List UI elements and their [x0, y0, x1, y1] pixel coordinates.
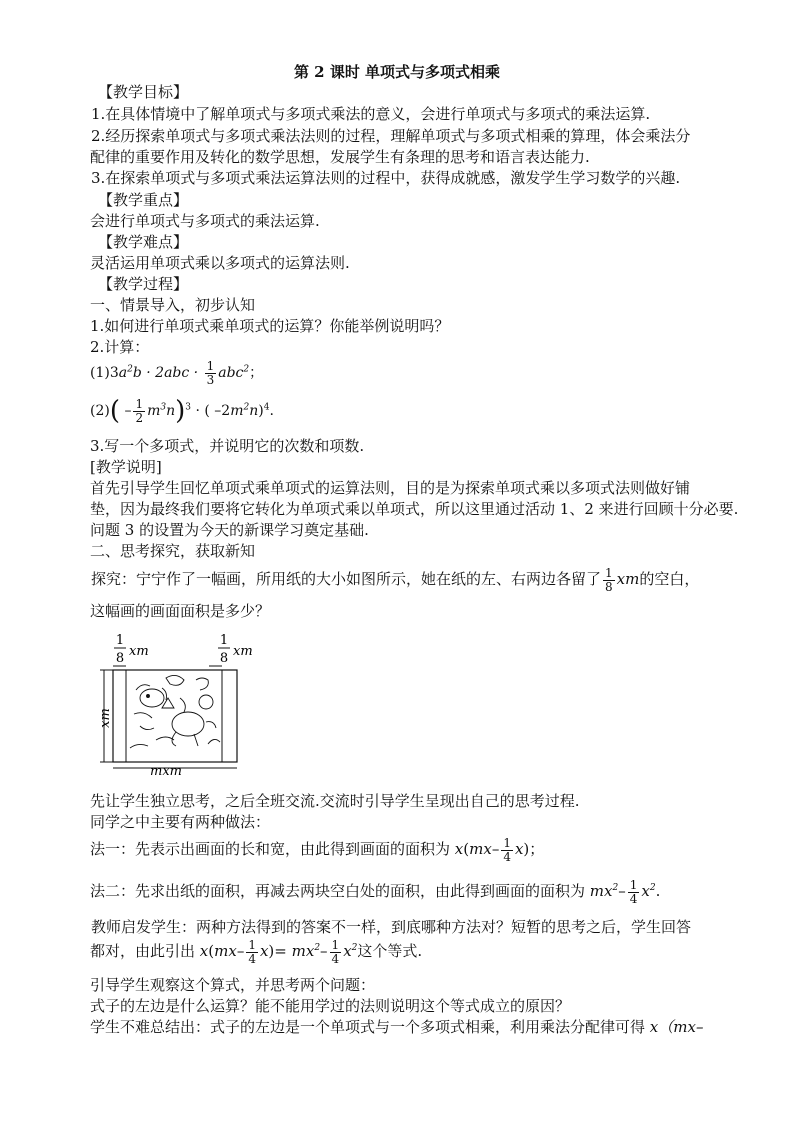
key-heading: 【教学重点】	[98, 191, 189, 209]
paper-rect	[113, 670, 237, 762]
goal-1: 1.在具体情境中了解单项式与多项式乘法的意义，会进行单项式与多项式的乘法运算.	[91, 105, 651, 123]
height-label: xm	[98, 708, 113, 728]
think-line-2: 同学之中主要有两种做法：	[90, 813, 271, 831]
explore-line-2: 这幅画的画面面积是多少？	[90, 602, 271, 620]
paper-figure	[96, 628, 266, 778]
right-margin-label	[218, 633, 253, 666]
teacher-line-2: 都对，由此引出 x(mx– $\frac{1}{4}$ $x)= mx^2-$ $\frac{1}{4}$ $x^2$这个等式.	[90, 937, 423, 966]
teacher-line-1: 教师启发学生：两种方法得到的答案不一样，到底哪种方法对？短暂的思考之后，学生回答	[91, 918, 692, 936]
question-2: 2.计算：	[90, 338, 150, 356]
svg-text:8: 8	[219, 651, 229, 666]
calc-1: $(1)3a^2b \cdot 2abc$ · $\frac{1}{3}$ abc$^2$；	[90, 358, 264, 387]
key-text: 会进行单项式与多项式的乘法运算.	[90, 212, 320, 230]
method-2: 法二：先求出纸的面积，再减去两块空白处的面积，由此得到画面的面积为 $mx^2-$ $\frac{1}{4}$ $x^2$.	[90, 877, 661, 906]
doodle-illustration	[130, 675, 220, 748]
svg-text:8: 8	[115, 651, 125, 666]
difficulty-heading: 【教学难点】	[98, 233, 189, 251]
width-label: mxm	[150, 764, 182, 778]
section-1-heading: 一、情景导入，初步认知	[90, 296, 256, 314]
left-margin-label	[114, 633, 149, 666]
explore-line-1: 探究：宁宁作了一幅画，所用纸的大小如图所示，她在纸的左、右两边各留了 $\frac{1}{8}$ xm的空白，	[91, 565, 700, 594]
goal-2a: 2.经历探索单项式与多项式乘法法则的过程，理解单项式与多项式相乘的算理，体会乘法分	[91, 127, 691, 145]
process-heading: 【教学过程】	[98, 275, 189, 293]
calc-2-prefix: (2)	[90, 403, 110, 419]
guide-line: 引导学生观察这个算式，并思考两个问题：	[90, 976, 376, 994]
svg-text:xm: xm	[233, 644, 253, 659]
calc-2: (2)( – $\frac{1}{2}$ $m^3n)^3$ · ( $-2m^2n)^4$.	[90, 396, 274, 426]
question-line: 式子的左边是什么运算？能不能用学过的法则说明这个等式成立的原因？	[90, 997, 571, 1015]
conclude-line: 学生不难总结出：式子的左边是一个单项式与一个多项式相乘，利用乘法分配律可得 x（mx–	[90, 1018, 704, 1036]
page-title: 第 2 课时 单项式与多项式相乘	[293, 63, 501, 81]
fraction-one-half: $\frac{1}{2}$	[135, 396, 144, 425]
section-2-heading: 二、思考探究，获取新知	[90, 542, 256, 560]
fraction-one-third: $\frac{1}{3}$	[206, 358, 215, 387]
explain-line-3: 问题 3 的设置为今天的新课学习奠定基础.	[90, 521, 369, 539]
explain-line-1: 首先引导学生回忆单项式乘单项式的运算法则，目的是为探索单项式乘以多项式法则做好铺	[90, 479, 691, 497]
explain-heading: [教学说明]	[90, 458, 162, 476]
svg-text:1: 1	[219, 633, 229, 648]
method-1: 法一：先表示出画面的长和宽，由此得到画面的面积为 x(mx– $\frac{1}{4}$ x)；	[90, 835, 545, 864]
question-3: 3.写一个多项式，并说明它的次数和项数.	[90, 437, 365, 455]
goal-3: 3.在探索单项式与多项式乘法运算法则的过程中，获得成就感，激发学生学习数学的兴趣.	[91, 169, 681, 187]
question-1: 1.如何进行单项式乘单项式的运算？你能举例说明吗？	[90, 317, 450, 335]
calc-1-prefix: (1)3	[90, 365, 119, 381]
goal-2b: 配律的重要作用及转化的数学思想，发展学生有条理的思考和语言表达能力.	[90, 148, 590, 166]
goals-heading: 【教学目标】	[98, 83, 189, 101]
difficulty-text: 灵活运用单项式乘以多项式的运算法则.	[90, 254, 350, 272]
svg-text:1: 1	[115, 633, 125, 648]
svg-text:xm: xm	[129, 644, 149, 659]
fraction-one-eighth: $\frac{1}{8}$	[605, 565, 613, 594]
think-line-1: 先让学生独立思考，之后全班交流.交流时引导学生呈现出自己的思考过程.	[90, 792, 580, 810]
explain-line-2: 垫，因为最终我们要将它转化为单项式乘以单项式，所以这里通过活动 1、2 来进行回顾十分必要.	[90, 500, 739, 518]
